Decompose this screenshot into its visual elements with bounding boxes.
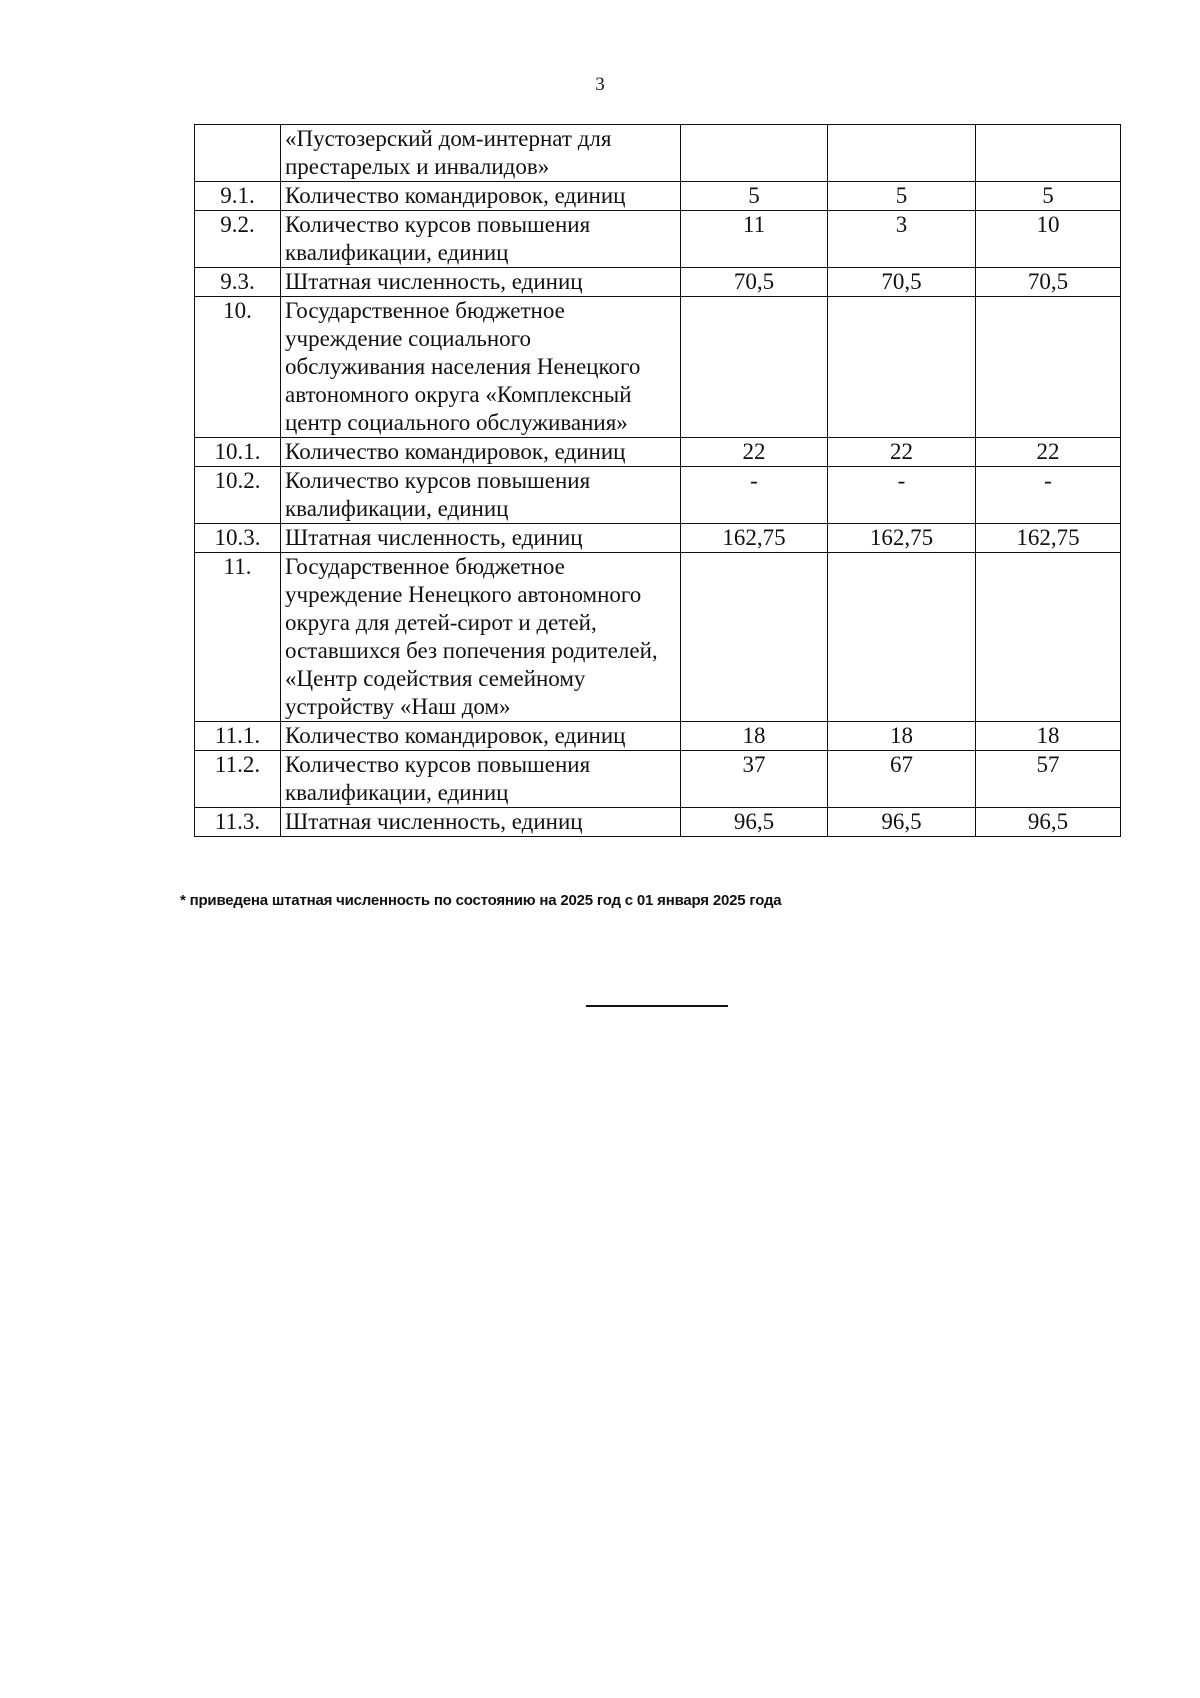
row-number bbox=[195, 125, 281, 182]
row-number: 11. bbox=[195, 553, 281, 722]
value-col-1 bbox=[681, 297, 828, 438]
row-number: 11.3. bbox=[195, 808, 281, 837]
value-col-3: 5 bbox=[976, 182, 1121, 211]
value-col-2: 96,5 bbox=[828, 808, 976, 837]
value-col-3: 57 bbox=[976, 751, 1121, 808]
value-col-3: 22 bbox=[976, 438, 1121, 467]
table-row bbox=[195, 211, 1121, 268]
table-row bbox=[195, 125, 1121, 182]
row-name: Количество курсов повышения квалификации, единиц bbox=[281, 751, 681, 808]
row-number: 10.2. bbox=[195, 467, 281, 524]
value-col-3: 18 bbox=[976, 722, 1121, 751]
row-number: 10.3. bbox=[195, 524, 281, 553]
row-number: 9.1. bbox=[195, 182, 281, 211]
row-number: 11.1. bbox=[195, 722, 281, 751]
table-row bbox=[195, 438, 1121, 467]
table-row bbox=[195, 553, 1121, 722]
table-row bbox=[195, 297, 1121, 438]
value-col-2 bbox=[828, 553, 976, 722]
value-col-3 bbox=[976, 553, 1121, 722]
value-col-1: 22 bbox=[681, 438, 828, 467]
table-row bbox=[195, 722, 1121, 751]
value-col-1: 5 bbox=[681, 182, 828, 211]
table-row bbox=[195, 182, 1121, 211]
row-name: Штатная численность, единиц bbox=[281, 524, 681, 553]
value-col-2: 67 bbox=[828, 751, 976, 808]
value-col-2: 70,5 bbox=[828, 268, 976, 297]
value-col-3: 10 bbox=[976, 211, 1121, 268]
value-col-2: 22 bbox=[828, 438, 976, 467]
value-col-3 bbox=[976, 297, 1121, 438]
row-name: Государственное бюджетное учреждение Ненецкого автономного округа для детей-сирот и детей, оставшихся без попечения родителей, «Центр содействия семейному устройству «Наш дом» bbox=[281, 553, 681, 722]
value-col-1: 18 bbox=[681, 722, 828, 751]
value-col-2: - bbox=[828, 467, 976, 524]
value-col-3: 70,5 bbox=[976, 268, 1121, 297]
value-col-2: 18 bbox=[828, 722, 976, 751]
row-name: Количество командировок, единиц bbox=[281, 182, 681, 211]
row-name: Количество курсов повышения квалификации, единиц bbox=[281, 467, 681, 524]
table-row bbox=[195, 751, 1121, 808]
footnote: * приведена штатная численность по состоянию на 2025 год с 01 января 2025 года bbox=[180, 892, 782, 909]
row-number: 11.2. bbox=[195, 751, 281, 808]
data-table bbox=[194, 124, 1121, 837]
row-name: Штатная численность, единиц bbox=[281, 268, 681, 297]
value-col-2 bbox=[828, 125, 976, 182]
row-number: 10. bbox=[195, 297, 281, 438]
value-col-3 bbox=[976, 125, 1121, 182]
value-col-1: 70,5 bbox=[681, 268, 828, 297]
value-col-2: 5 bbox=[828, 182, 976, 211]
table-row bbox=[195, 524, 1121, 553]
value-col-1: 162,75 bbox=[681, 524, 828, 553]
row-name: Штатная численность, единиц bbox=[281, 808, 681, 837]
value-col-1: - bbox=[681, 467, 828, 524]
end-rule bbox=[586, 1005, 728, 1007]
table-row bbox=[195, 268, 1121, 297]
row-name: «Пустозерский дом-интернат для престарелых и инвалидов» bbox=[281, 125, 681, 182]
value-col-3: 96,5 bbox=[976, 808, 1121, 837]
value-col-2: 162,75 bbox=[828, 524, 976, 553]
value-col-3: 162,75 bbox=[976, 524, 1121, 553]
value-col-1 bbox=[681, 553, 828, 722]
table-row bbox=[195, 467, 1121, 524]
row-number: 10.1. bbox=[195, 438, 281, 467]
value-col-1 bbox=[681, 125, 828, 182]
row-name: Количество командировок, единиц bbox=[281, 438, 681, 467]
row-number: 9.3. bbox=[195, 268, 281, 297]
row-name: Количество курсов повышения квалификации, единиц bbox=[281, 211, 681, 268]
value-col-1: 37 bbox=[681, 751, 828, 808]
value-col-2: 3 bbox=[828, 211, 976, 268]
value-col-1: 11 bbox=[681, 211, 828, 268]
value-col-3: - bbox=[976, 467, 1121, 524]
value-col-2 bbox=[828, 297, 976, 438]
page-number: 3 bbox=[595, 74, 605, 95]
row-number: 9.2. bbox=[195, 211, 281, 268]
row-name: Количество командировок, единиц bbox=[281, 722, 681, 751]
value-col-1: 96,5 bbox=[681, 808, 828, 837]
row-name: Государственное бюджетное учреждение социального обслуживания населения Ненецкого автономного округа «Комплексный центр социального обслуживания» bbox=[281, 297, 681, 438]
table-row bbox=[195, 808, 1121, 837]
